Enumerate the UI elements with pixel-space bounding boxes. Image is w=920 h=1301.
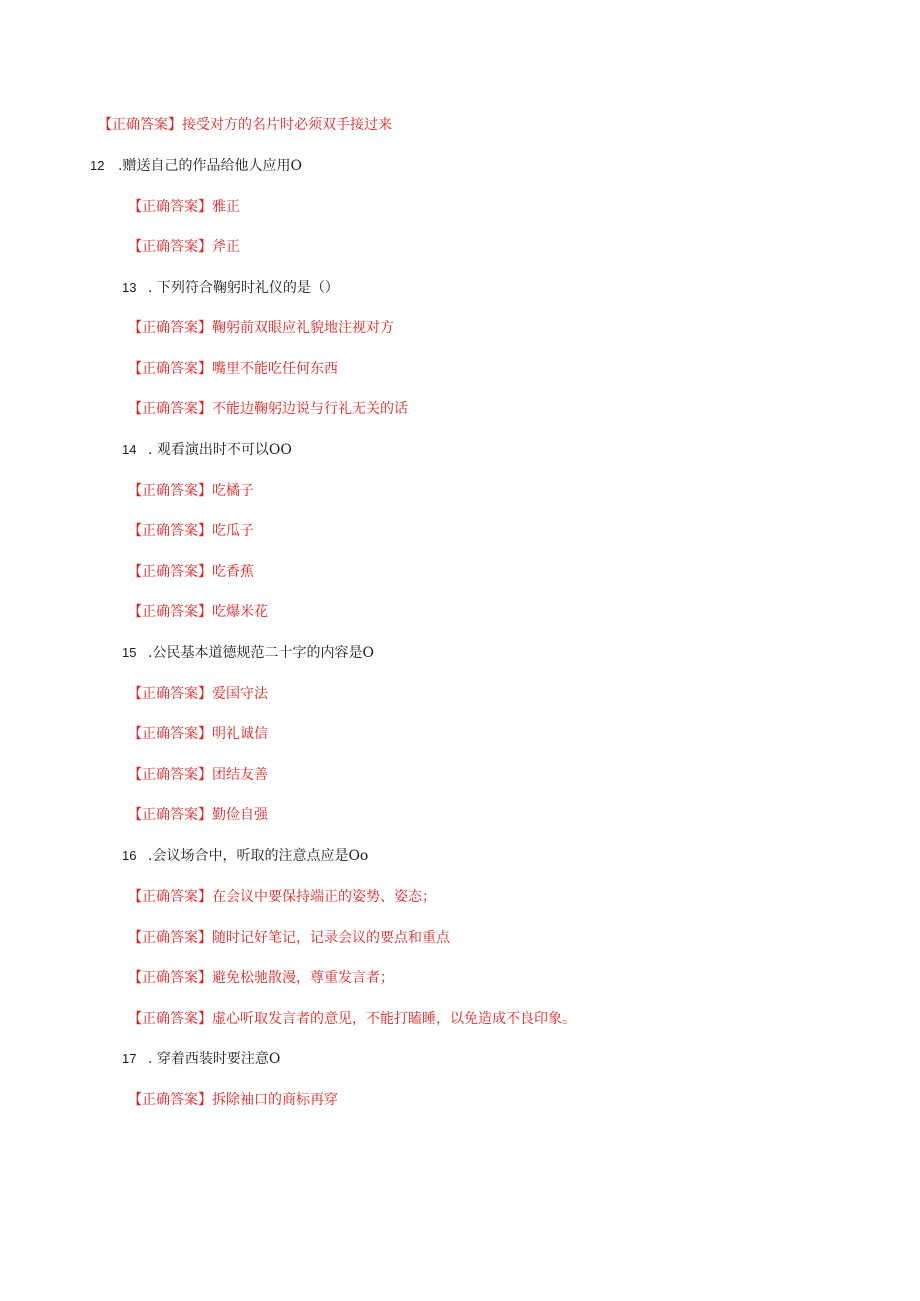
answer-line: 【正确答案】嘴里不能吃任何东西 xyxy=(128,361,338,377)
answer-line: 【正确答案】爱国守法 xyxy=(128,686,268,702)
question-line xyxy=(122,1050,280,1068)
question-text: .赠送自己的作品给他人应用O xyxy=(118,158,302,174)
answer-line: 【正确答案】在会议中要保持端正的姿势、姿态； xyxy=(128,889,436,905)
question-number: 12 xyxy=(90,158,105,173)
question-line xyxy=(90,157,302,175)
question-text: . 观看演出时不可以OO xyxy=(148,442,292,458)
answer-line: 【正确答案】鞠躬前双眼应礼貌地注视对方 xyxy=(128,320,394,336)
question-line xyxy=(122,644,374,662)
question-text: . 穿着西装时要注意O xyxy=(148,1051,281,1067)
answer-line: 【正确答案】吃橘子 xyxy=(128,483,254,499)
question-text: . 下列符合鞠躬时礼仪的是（） xyxy=(148,280,339,296)
question-number: 15 xyxy=(122,645,137,660)
question-text: .公民基本道德规范二十字的内容是O xyxy=(148,645,374,661)
question-line xyxy=(122,279,339,297)
answer-line: 【正确答案】吃瓜子 xyxy=(128,523,254,539)
answer-line: 【正确答案】团结友善 xyxy=(128,767,268,783)
answer-line: 【正确答案】避免松驰散漫，尊重发言者； xyxy=(128,970,394,986)
question-number: 16 xyxy=(122,848,137,863)
answer-line: 【正确答案】勤俭自强 xyxy=(128,807,268,823)
question-text: .会议场合中，听取的注意点应是Oo xyxy=(148,848,369,864)
answer-line: 【正确答案】吃爆米花 xyxy=(128,604,268,620)
question-number: 17 xyxy=(122,1051,137,1066)
question-number: 13 xyxy=(122,280,137,295)
answer-line: 【正确答案】吃香蕉 xyxy=(128,564,254,580)
answer-line: 【正确答案】明礼诚信 xyxy=(128,726,268,742)
question-line xyxy=(122,441,292,459)
question-number: 14 xyxy=(122,442,137,457)
answer-line: 【正确答案】虚心听取发言者的意见，不能打瞌睡，以免造成不良印象。 xyxy=(128,1011,576,1027)
question-line xyxy=(122,847,368,865)
answer-line: 【正确答案】随时记好笔记，记录会议的要点和重点 xyxy=(128,930,450,946)
answer-line: 【正确答案】斧正 xyxy=(128,239,240,255)
answer-line: 【正确答案】拆除袖口的商标再穿 xyxy=(128,1092,338,1108)
answer-line: 【正确答案】不能边鞠躬边说与行礼无关的话 xyxy=(128,401,408,417)
answer-line: 【正确答案】接受对方的名片时必须双手接过来 xyxy=(98,117,392,133)
answer-line: 【正确答案】雅正 xyxy=(128,199,240,215)
